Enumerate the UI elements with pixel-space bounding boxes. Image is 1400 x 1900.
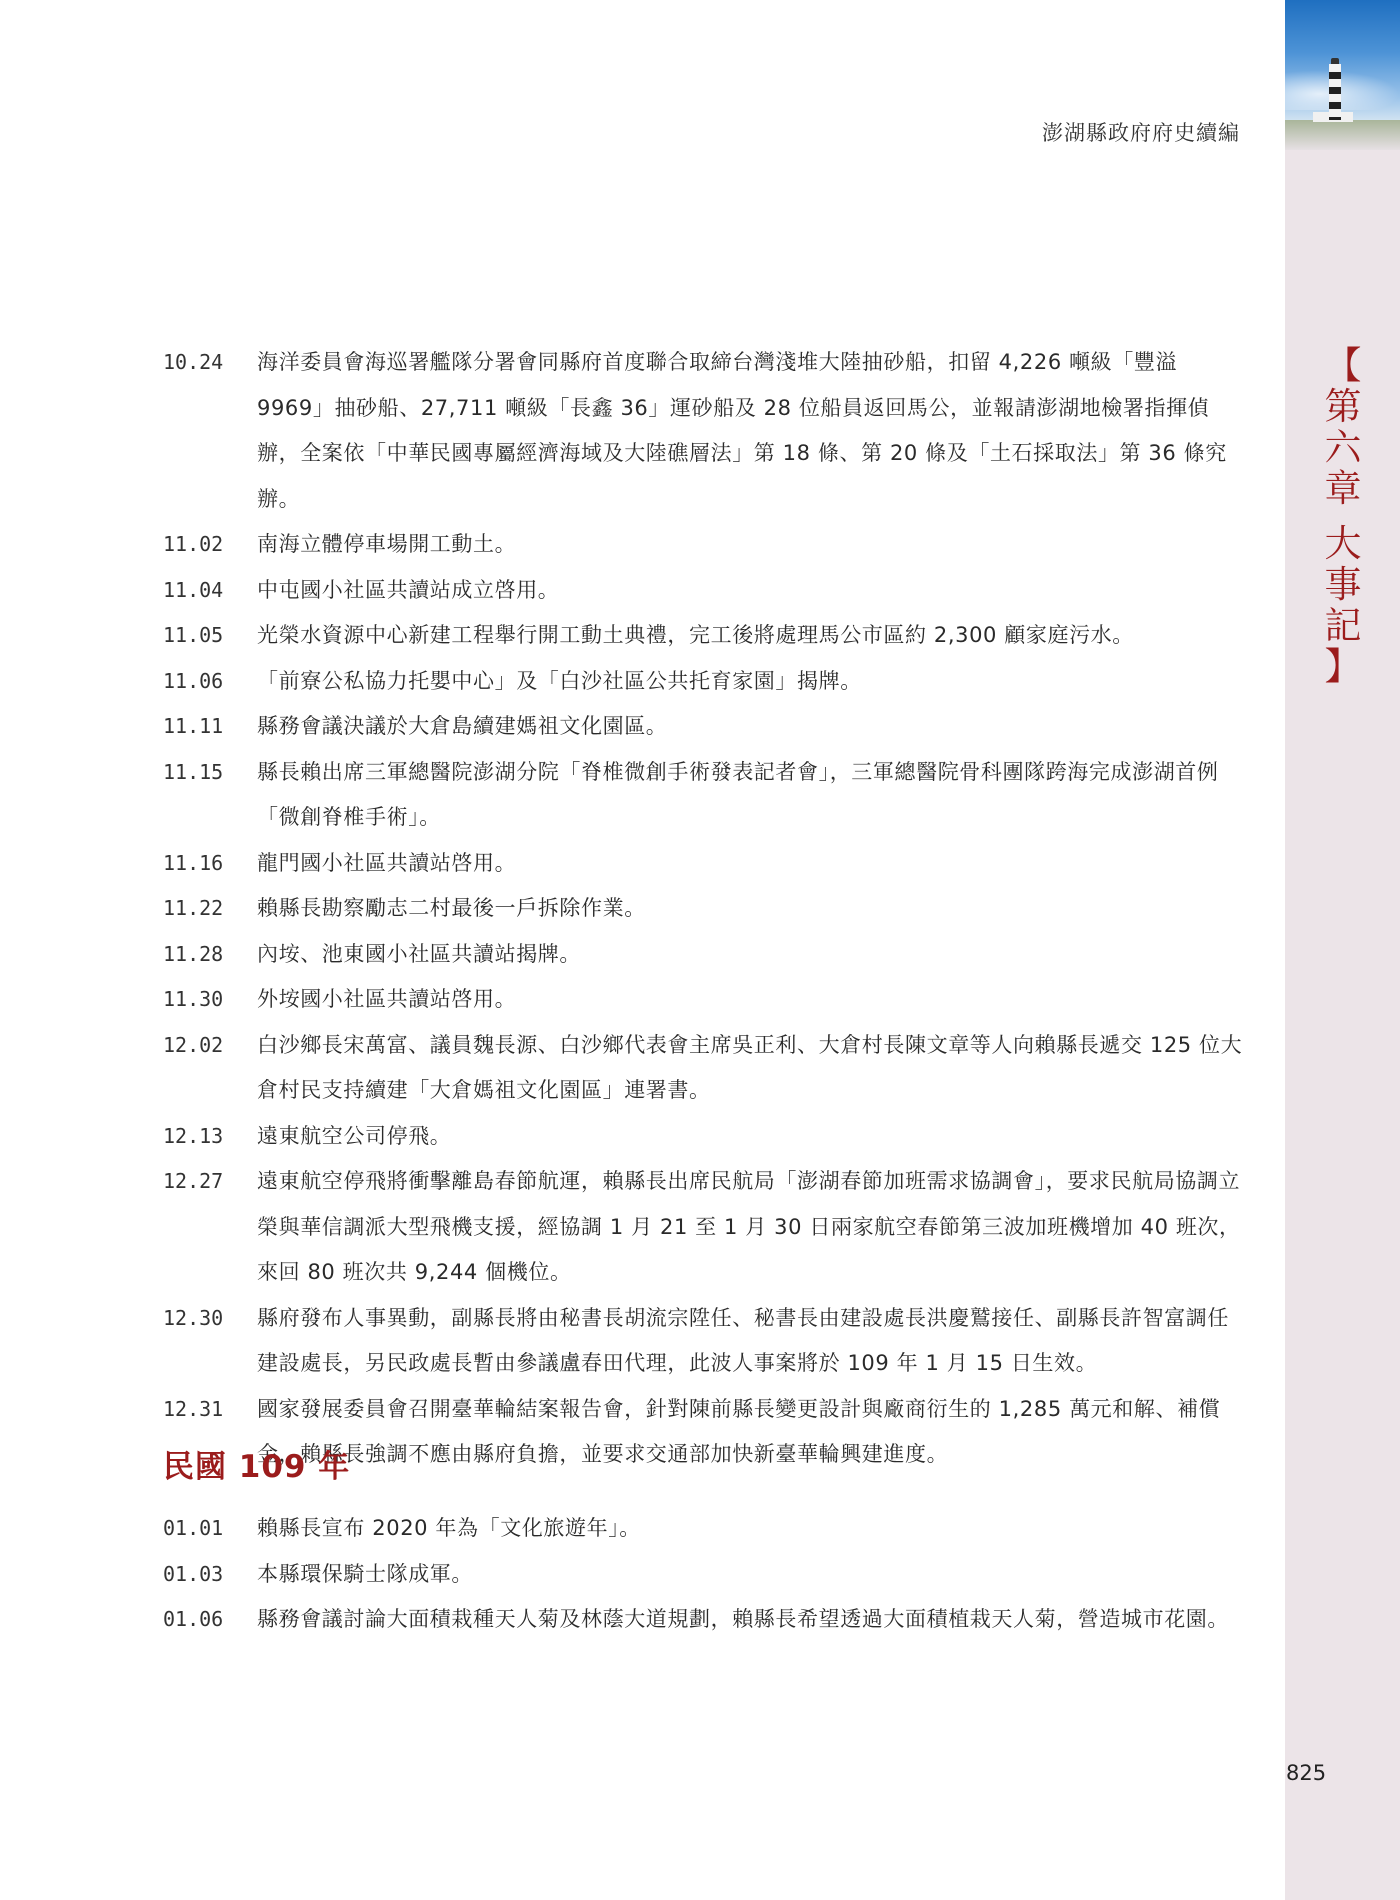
entry-text: 賴縣長勘察勵志二村最後一戶拆除作業。: [257, 896, 646, 920]
running-header: 澎湖縣政府府史續編: [1042, 121, 1240, 145]
chronicle-entry: [163, 1114, 1243, 1160]
chronicle-list-109: [163, 1506, 1243, 1643]
entry-date: 01.06: [163, 1607, 224, 1631]
chronicle-entry: [163, 1552, 1243, 1598]
entry-text: 龍門國小社區共讀站啓用。: [257, 850, 517, 875]
chapter-tab-gap: [1310, 509, 1376, 523]
entry-date: 11.15: [163, 759, 224, 784]
chapter-tab-line1: 第六章: [1324, 385, 1362, 510]
entry-date: 12.02: [163, 1032, 224, 1057]
chronicle-entry: [163, 522, 1243, 568]
chronicle-entry: [163, 613, 1243, 659]
entry-text: 遠東航空公司停飛。: [257, 1123, 452, 1148]
entry-date: 11.06: [163, 668, 224, 693]
cloud-shape: [1285, 70, 1400, 110]
chronicle-entry: [163, 659, 1243, 705]
entry-text: 縣府發布人事異動，副縣長將由秘書長胡流宗陞任、秘書長由建設處長洪慶鷲接任、副縣長許智富調任建設處長，另民政處長暫由參議盧春田代理，此波人事案將於 109 年 1 月 15 日生效。: [257, 1305, 1229, 1375]
entry-date: 01.03: [163, 1561, 224, 1586]
chronicle-list-108: [163, 340, 1243, 1478]
entry-text: 遠東航空停飛將衝擊離島春節航運，賴縣長出席民航局「澎湖春節加班需求協調會」，要求民航局協調立榮與華信調派大型飛機支援，經協調 1 月 21 至 1 月 30 日兩家航空春節第三波加班機增加 40 班次，來回 80 班次共 9,244 個機位。: [257, 1169, 1241, 1284]
entry-date: 01.01: [163, 1516, 224, 1540]
chronicle-entry: [163, 1597, 1243, 1643]
entry-date: 11.02: [163, 532, 224, 556]
chapter-tab-bracket-close: 】: [1324, 645, 1362, 688]
entry-date: 11.28: [163, 941, 224, 966]
chapter-tab-line2: 大事記: [1324, 522, 1362, 647]
year-heading: 民國 109 年: [163, 1449, 351, 1485]
entry-date: 10.24: [163, 350, 224, 374]
entry-text: 賴縣長宣布 2020 年為「文化旅遊年」。: [257, 1516, 641, 1540]
entry-text: 國家發展委員會召開臺華輪結案報告會，針對陳前縣長變更設計與廠商衍生的 1,285 萬元和解、補償金，賴縣長強調不應由縣府負擔，並要求交通部加快新臺華輪興建進度。: [257, 1396, 1221, 1466]
lighthouse-photo: [1285, 0, 1400, 150]
chronicle-entry: [163, 568, 1243, 614]
entry-date: 11.22: [163, 896, 224, 920]
chronicle-entry: [163, 1296, 1243, 1387]
entry-date: 11.11: [163, 714, 224, 738]
chronicle-entry: [163, 886, 1243, 932]
entry-text: 光榮水資源中心新建工程舉行開工動土典禮，完工後將處理馬公市區約 2,300 顧家庭污水。: [257, 623, 1134, 647]
entry-text: 縣長賴出席三軍總醫院澎湖分院「脊椎微創手術發表記者會」，三軍總醫院骨科團隊跨海完成澎湖首例「微創脊椎手術」。: [257, 759, 1219, 829]
entry-date: 11.30: [163, 987, 224, 1011]
entry-text: 縣務會議討論大面積栽種天人菊及林蔭大道規劃，賴縣長希望透過大面積植栽天人菊，營造城市花園。: [257, 1607, 1229, 1631]
entry-text: 本縣環保騎士隊成軍。: [257, 1561, 473, 1586]
chronicle-entry: [163, 1159, 1243, 1296]
entry-date: 12.31: [163, 1396, 224, 1421]
chronicle-entry: [163, 977, 1243, 1023]
chronicle-entry: [163, 704, 1243, 750]
chronicle-entry: [163, 932, 1243, 978]
lighthouse-icon: [1329, 64, 1341, 120]
entry-text: 海洋委員會海巡署艦隊分署會同縣府首度聯合取締台灣淺堆大陸抽砂船，扣留 4,226 噸級「豐溢 9969」抽砂船、27,711 噸級「長鑫 36」運砂船及 28 位船員返回馬公，並報請澎湖地檢署指揮偵辦，全案依「中華民國專屬經濟海域及大陸礁層法」第 18 條、第 20 條及「土石採取法」第 36 條究辦。: [257, 350, 1227, 511]
side-band: [1285, 0, 1400, 1900]
ground-shape: [1285, 120, 1400, 150]
entry-date: 11.16: [163, 850, 224, 875]
entry-text: 中屯國小社區共讀站成立啓用。: [257, 577, 560, 602]
entry-text: 縣務會議決議於大倉島續建媽祖文化園區。: [257, 714, 668, 738]
chapter-tab-bracket-open: 【: [1324, 344, 1362, 387]
chronicle-entry: [163, 1506, 1243, 1552]
entry-text: 「前寮公私協力托嬰中心」及「白沙社區公共托育家園」揭牌。: [257, 668, 862, 693]
entry-date: 12.30: [163, 1305, 224, 1330]
entry-date: 12.27: [163, 1169, 224, 1193]
entry-date: 12.13: [163, 1123, 224, 1148]
chapter-tab: [1310, 345, 1376, 687]
entry-text: 白沙鄉長宋萬富、議員魏長源、白沙鄉代表會主席吳正利、大倉村長陳文章等人向賴縣長遞交 125 位大倉村民支持續建「大倉媽祖文化園區」連署書。: [257, 1032, 1243, 1102]
entry-date: 11.05: [163, 623, 224, 647]
chronicle-entry: [163, 340, 1243, 522]
entry-date: 11.04: [163, 577, 224, 602]
chronicle-entry: [163, 750, 1243, 841]
chronicle-entry: [163, 1023, 1243, 1114]
page-number: 825: [1286, 1761, 1327, 1785]
entry-text: 南海立體停車場開工動土。: [257, 532, 517, 556]
chronicle-entry: [163, 841, 1243, 887]
entry-text: 外垵國小社區共讀站啓用。: [257, 987, 517, 1011]
entry-text: 內垵、池東國小社區共讀站揭牌。: [257, 941, 581, 966]
